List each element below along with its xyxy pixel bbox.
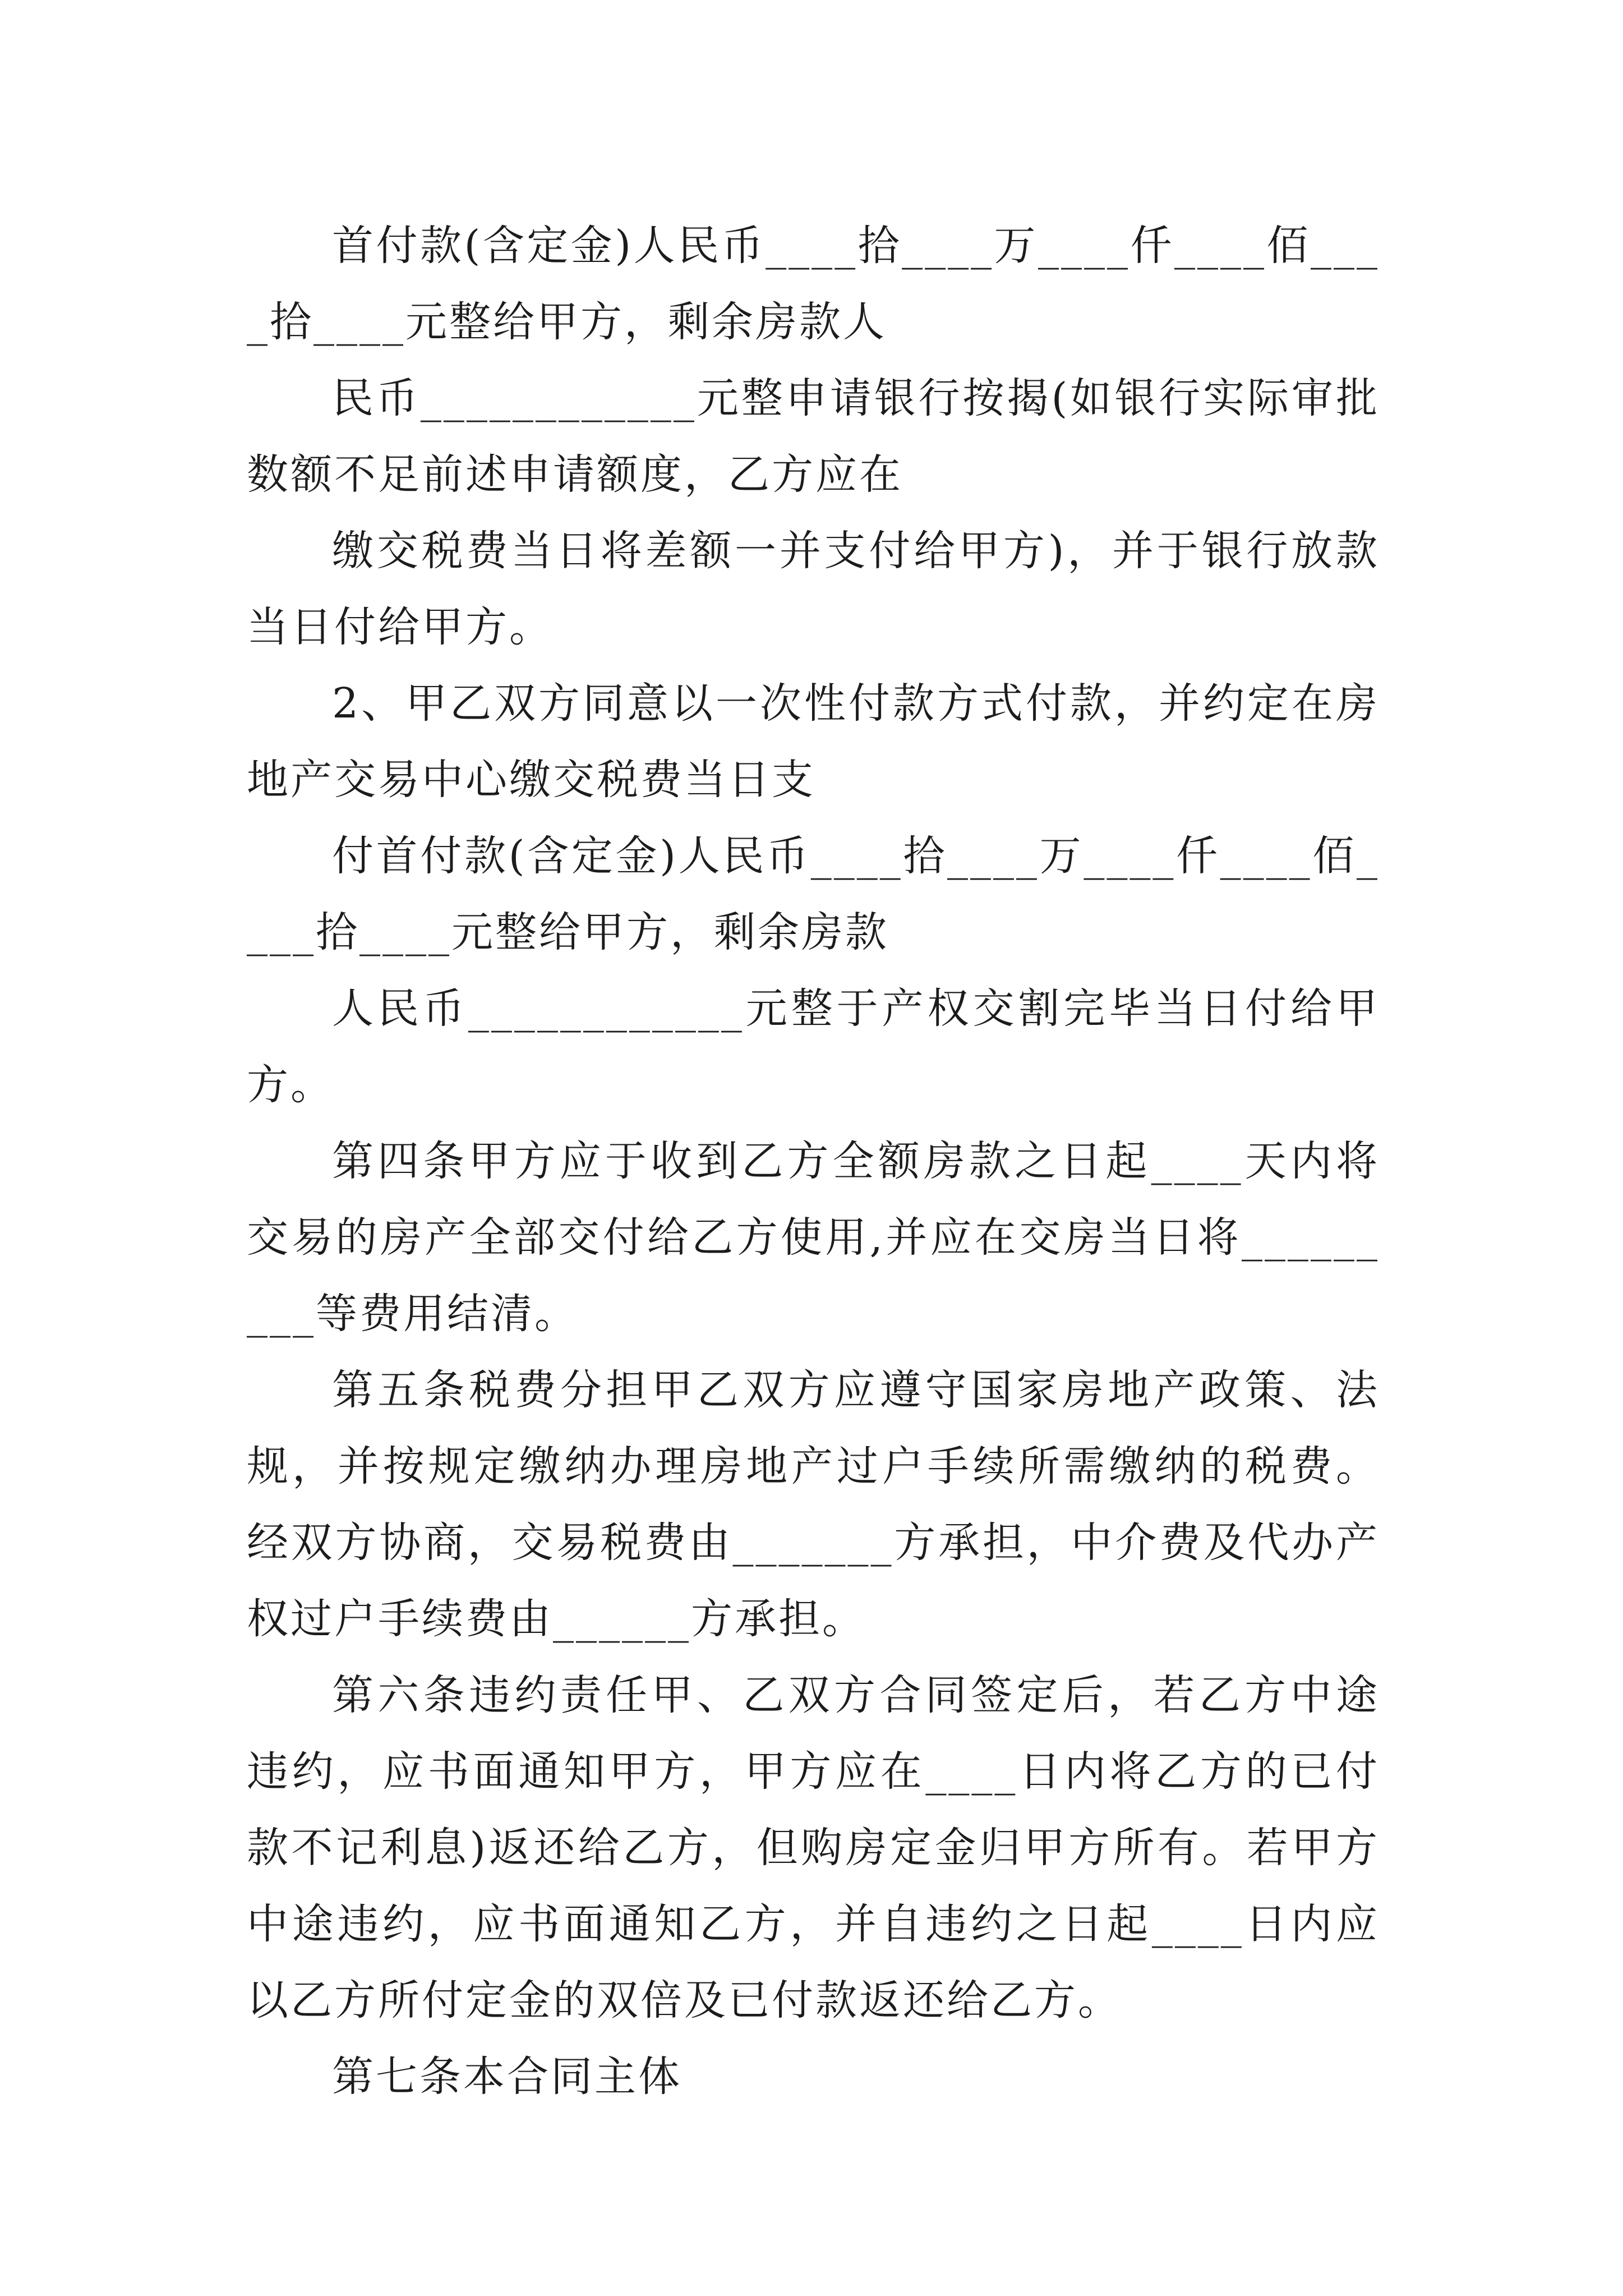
paragraph-article-5-taxes: 第五条税费分担甲乙双方应遵守国家房地产政策、法规，并按规定缴纳办理房地产过户手续所需缴纳的税费。经双方协商，交易税费由_______方承担，中介费及代办产权过户手续费由______方承担。 <box>247 1366 1380 1643</box>
paragraph-lump-sum-clause: 2、甲乙双方同意以一次性付款方式付款，并约定在房地产交易中心缴交税费当日支 <box>247 679 1380 804</box>
paragraph-article-7-parties: 第七条本合同主体 <box>332 2053 682 2101</box>
paragraph-difference-payment: 缴交税费当日将差额一并支付给甲方)，并于银行放款当日付给甲方。 <box>247 527 1380 651</box>
paragraph-article-6-breach: 第六条违约责任甲、乙双方合同签定后，若乙方中途违约，应书面通知甲方，甲方应在____日内将乙方的已付款不记利息)返还给乙方，但购房定金归甲方所有。若甲方中途违约，应书面通知乙方，并自违约之日起____日内应以乙方所付定金的双倍及已付款返还给乙方。 <box>247 1671 1380 2024</box>
paragraph-down-payment-installment: 首付款(含定金)人民币____拾____万____仟____佰____拾____元整给甲方，剩余房款人 <box>247 222 1380 346</box>
paragraph-down-payment-lump-sum: 付首付款(含定金)人民币____拾____万____仟____佰____拾____元整给甲方，剩余房款 <box>247 832 1380 956</box>
paragraph-remaining-payment: 人民币____________元整于产权交割完毕当日付给甲方。 <box>247 984 1380 1109</box>
paragraph-bank-mortgage: 民币____________元整申请银行按揭(如银行实际审批数额不足前述申请额度，乙方应在 <box>247 374 1380 499</box>
contract-body <box>247 208 1380 2115</box>
paragraph-article-4-delivery: 第四条甲方应于收到乙方全额房款之日起____天内将交易的房产全部交付给乙方使用,并应在交房当日将_________等费用结清。 <box>247 1137 1380 1338</box>
